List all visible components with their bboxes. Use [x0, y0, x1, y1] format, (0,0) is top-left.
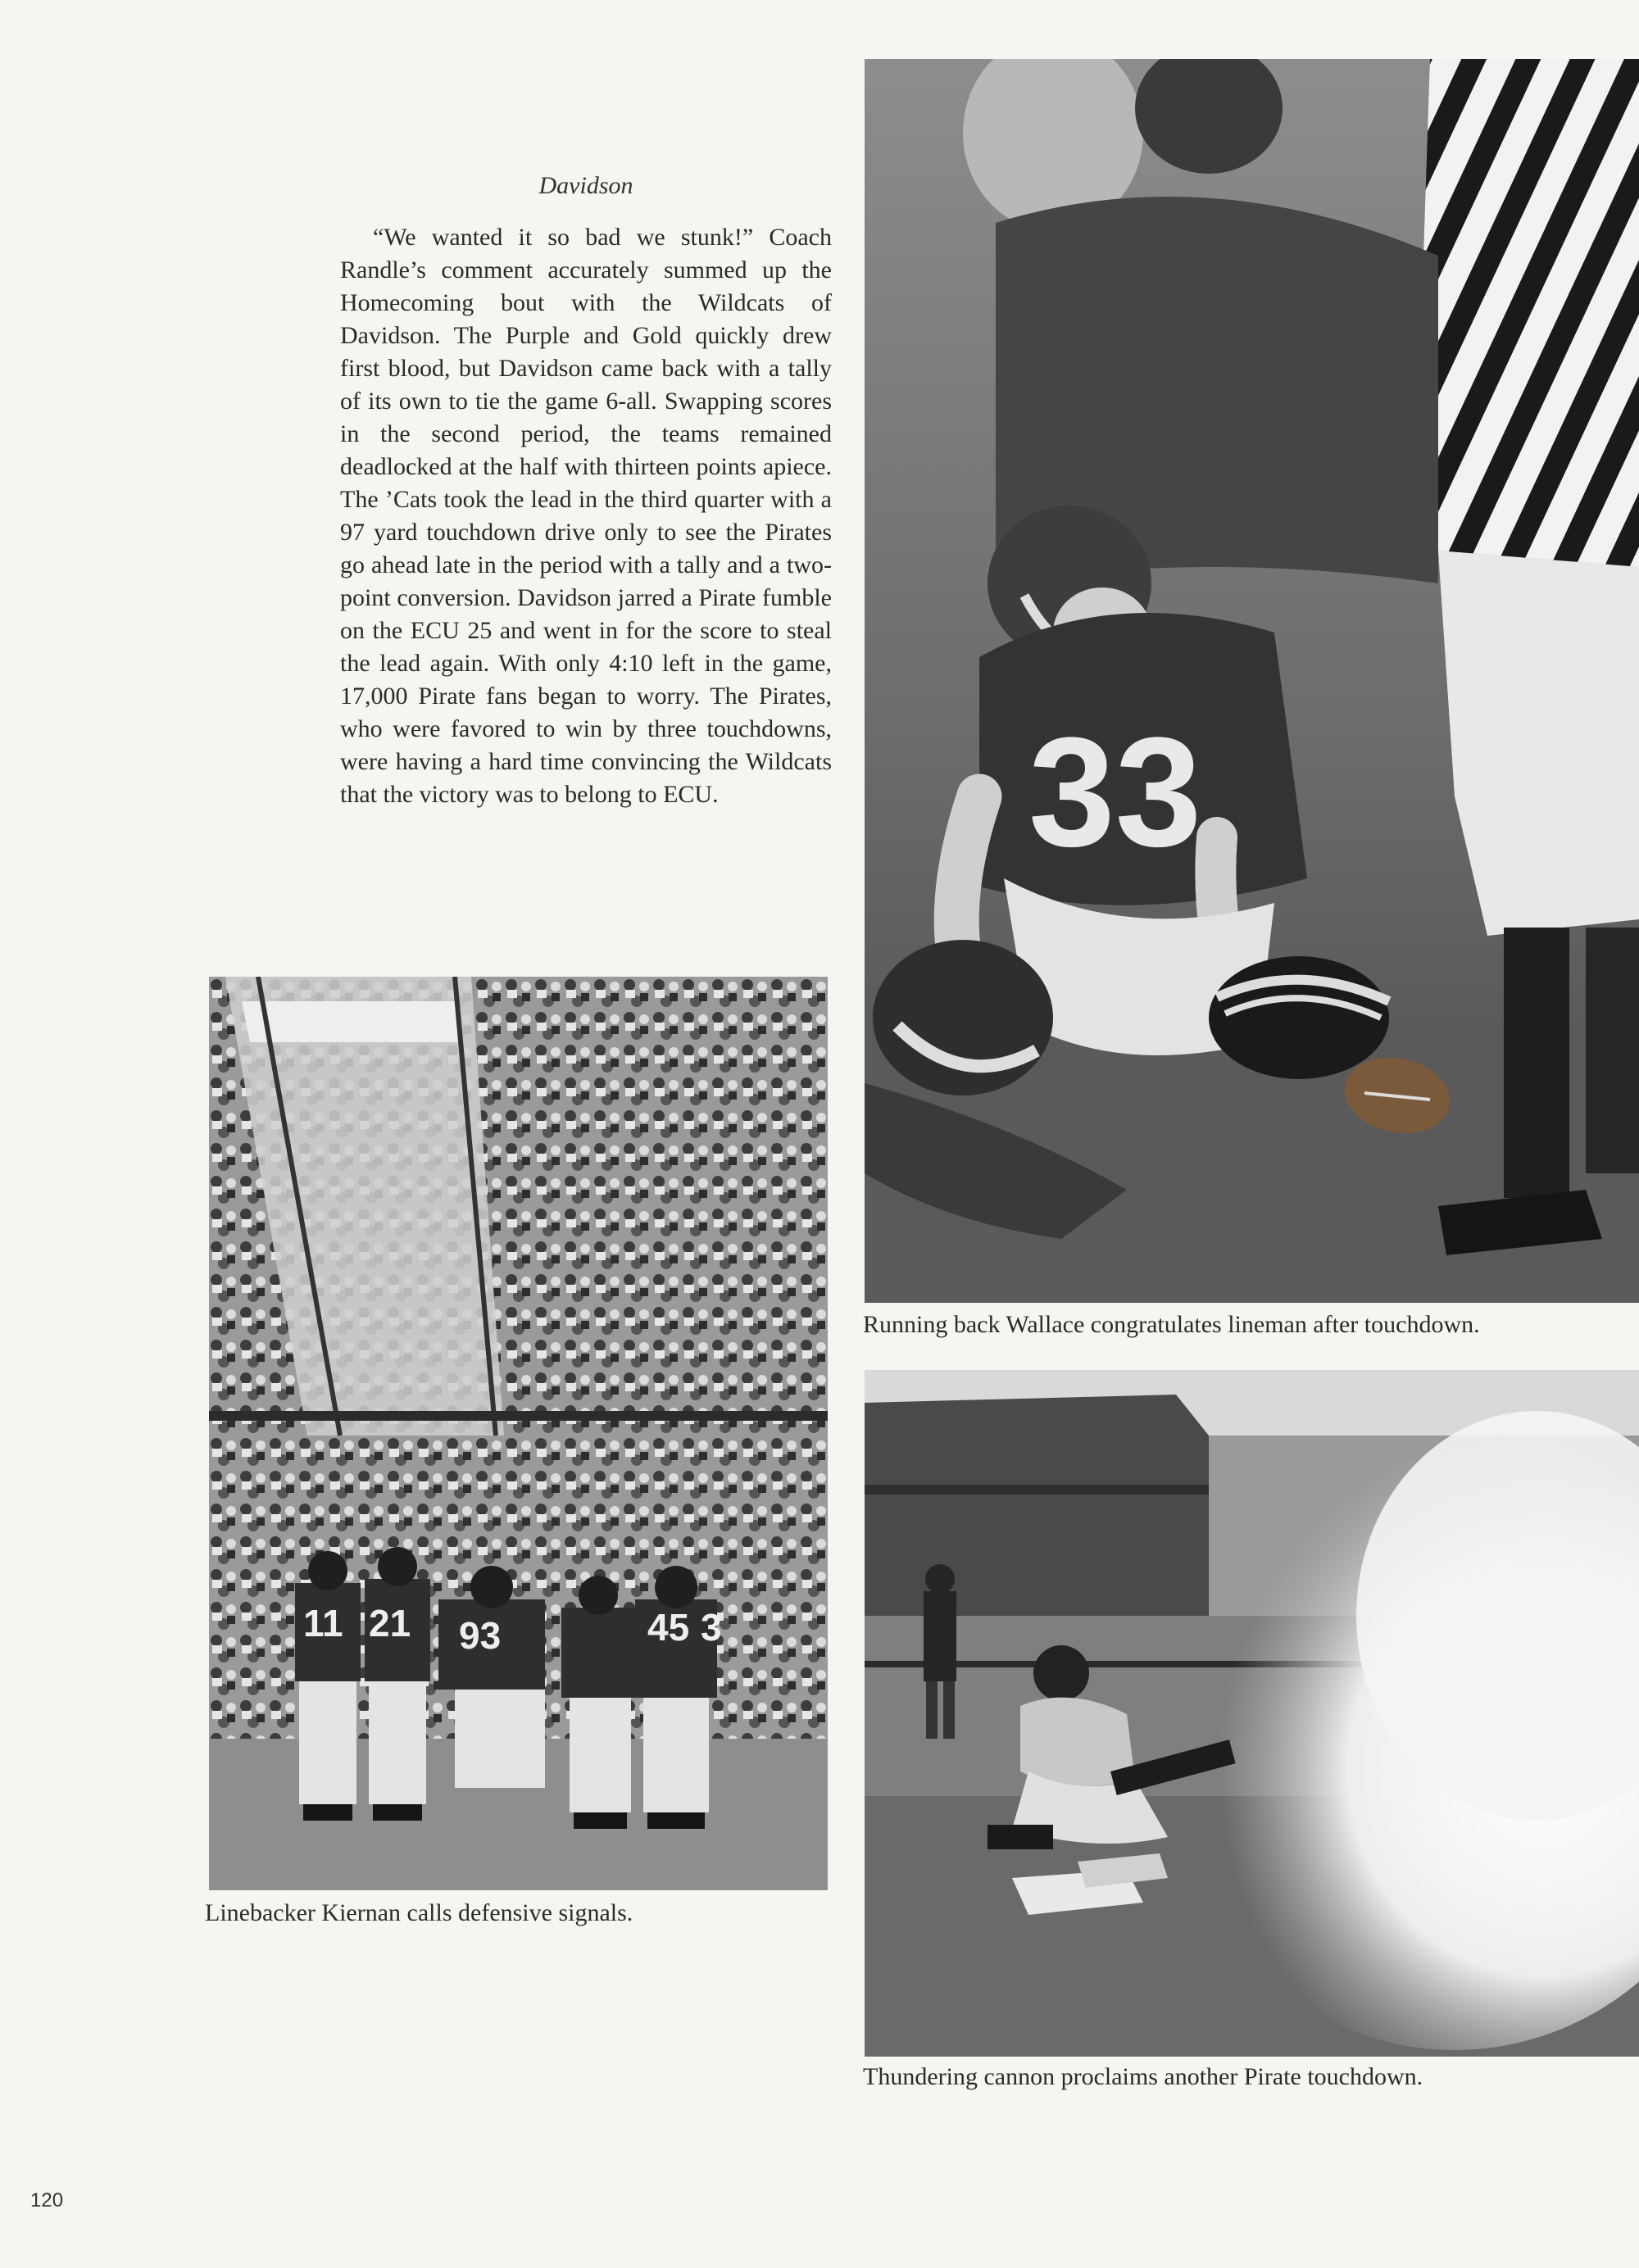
jersey-number: 93 [459, 1614, 502, 1657]
cannon-photo [865, 1370, 1639, 2057]
cannon-caption: Thundering cannon proclaims another Pirate touchdown. [863, 2063, 1423, 2090]
jersey-number: 33 [1028, 705, 1202, 879]
page-number: 120 [30, 2189, 64, 2211]
article-body [340, 221, 832, 811]
article-paragraph: “We wanted it so bad we stunk!” Coach Randle’s comment accurately summed up the Homecoming bout with the Wildcats of Davidson. The Purple and Gold quickly drew first blood, but Davidson came back with a tally of its own to tie the game 6-all. Swapping scores in the second period, the teams remained deadlocked at the half with thirteen points apiece. The ’Cats took the lead in the third quarter with a 97 yard touchdown drive only to see the Pirates go ahead late in the period with a tally and a two-point conversion. Davidson jarred a Pirate fumble on the ECU 25 and went in for the score to steal the lead again. With only 4:10 left in the game, 17,000 Pirate fans began to worry. The Pirates, who were favored to win by three touchdowns, were having a hard time convincing the Wildcats that the victory was to belong to ECU. [340, 224, 832, 808]
jersey-number: 3 [701, 1606, 722, 1649]
jersey-number: 45 [647, 1606, 690, 1649]
stands-caption: Linebacker Kiernan calls defensive signals. [205, 1899, 633, 1926]
touchdown-photo [865, 59, 1639, 1303]
stands-photo [209, 977, 828, 1890]
jersey-number: 11 [303, 1602, 343, 1644]
article-heading: Davidson [538, 172, 633, 199]
jersey-number: 21 [369, 1602, 411, 1644]
touchdown-caption: Running back Wallace congratulates lineman after touchdown. [863, 1311, 1480, 1338]
